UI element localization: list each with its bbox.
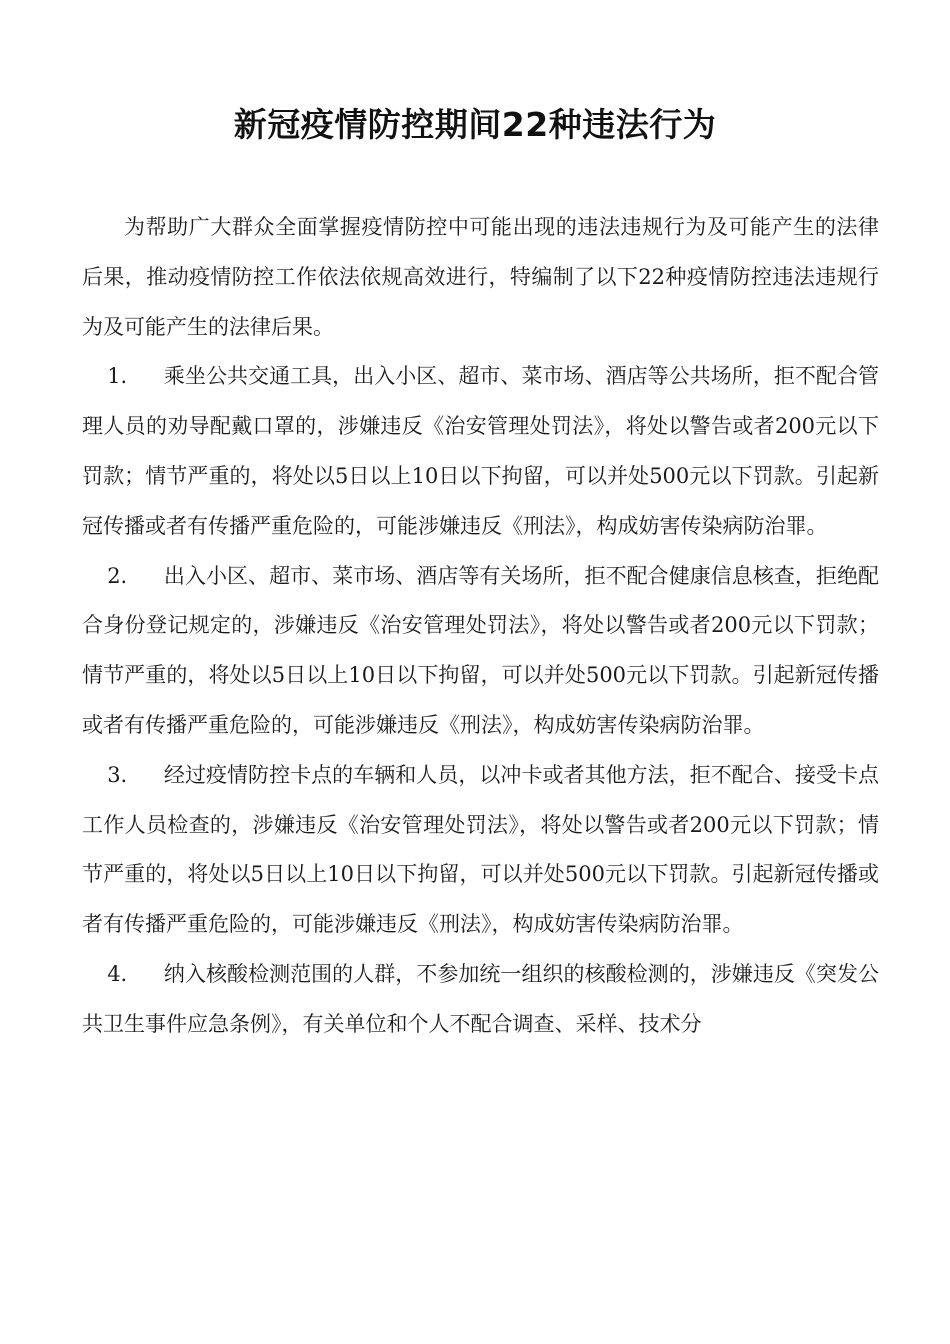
list-item	[82, 352, 879, 551]
list-item	[82, 950, 879, 1050]
item-text: 乘坐公共交通工具，出入小区、超市、菜市场、酒店等公共场所，拒不配合管理人员的劝导配戴口罩的，涉嫌违反《治安管理处罚法》，将处以警告或者200元以下罚款；情节严重的，将处以5日以上10日以下拘留，可以并处500元以下罚款。引起新冠传播或者有传播严重危险的，可能涉嫌违反《刑法》，构成妨害传染病防治罪。	[82, 364, 879, 538]
item-text: 纳入核酸检测范围的人群，不参加统一组织的核酸检测的，涉嫌违反《突发公共卫生事件应急条例》，有关单位和个人不配合调查、采样、技术分	[82, 961, 879, 1036]
item-number: 3.	[107, 762, 128, 787]
intro-paragraph: 为帮助广大群众全面掌握疫情防控中可能出现的违法违规行为及可能产生的法律后果，推动疫情防控工作依法依规高效进行，特编制了以下22种疫情防控违法违规行为及可能产生的法律后果。	[82, 215, 879, 339]
document-title: 新冠疫情防控期间22种违法行为	[233, 105, 717, 144]
item-text: 出入小区、超市、菜市场、酒店等有关场所，拒不配合健康信息核查，拒绝配合身份登记规定的，涉嫌违反《治安管理处罚法》，将处以警告或者200元以下罚款；情节严重的，将处以5日以上10日以下拘留，可以并处500元以下罚款。引起新冠传播或者有传播严重危险的，可能涉嫌违反《刑法》，构成妨害传染病防治罪。	[82, 563, 879, 737]
item-number: 1.	[107, 364, 128, 389]
item-number: 2.	[107, 563, 128, 588]
list-item	[82, 552, 879, 751]
item-number: 4.	[107, 961, 128, 986]
list-item	[82, 751, 879, 950]
item-text: 经过疫情防控卡点的车辆和人员，以冲卡或者其他方法，拒不配合、接受卡点工作人员检查的，涉嫌违反《治安管理处罚法》，将处以警告或者200元以下罚款；情节严重的，将处以5日以上10日以下拘留，可以并处500元以下罚款。引起新冠传播或者有传播严重危险的，可能涉嫌违反《刑法》，构成妨害传染病防治罪。	[82, 762, 879, 937]
document-body	[82, 203, 879, 1050]
